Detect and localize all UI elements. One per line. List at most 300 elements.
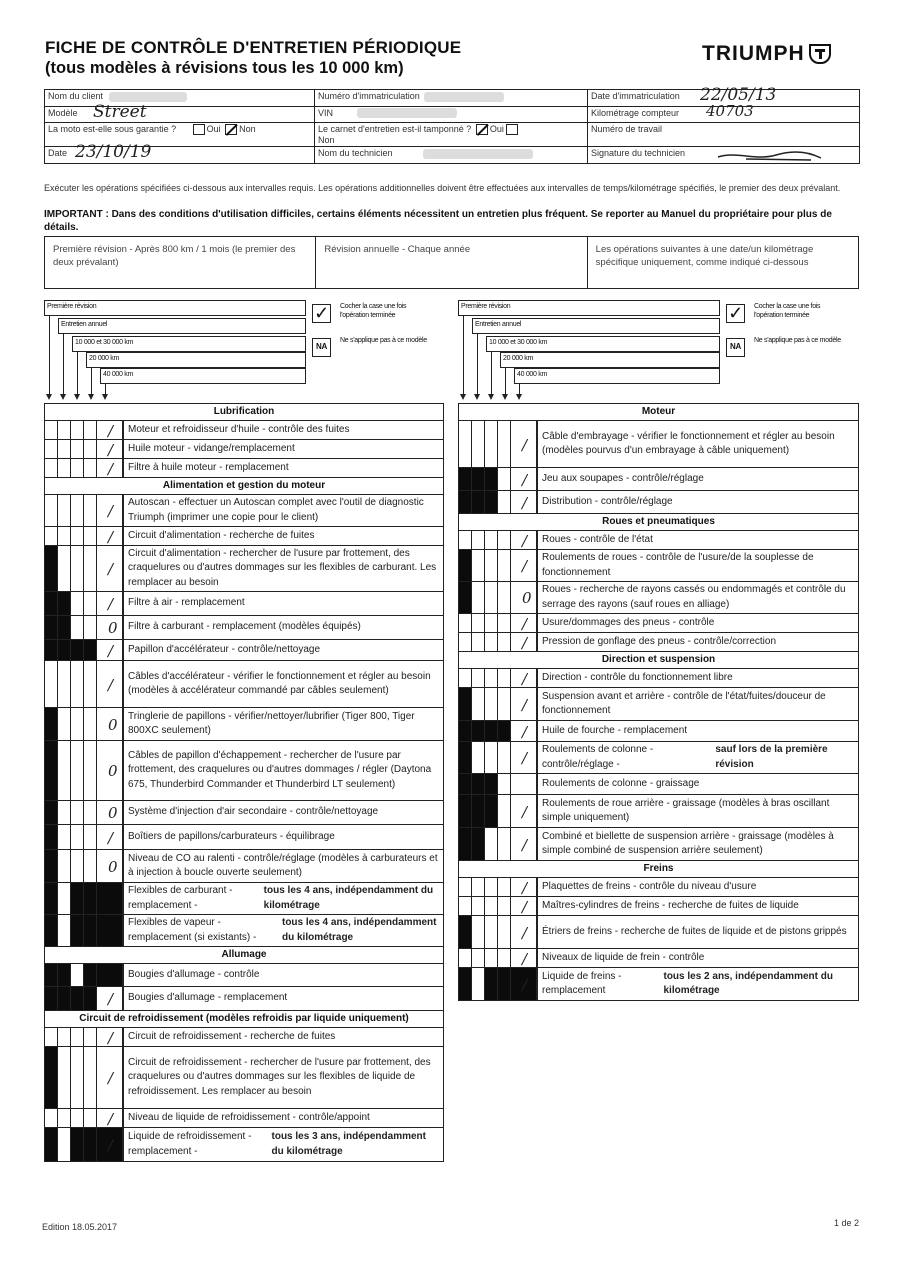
interval-cell (58, 883, 71, 914)
handwritten-mark[interactable]: / (108, 990, 114, 1008)
interval-cell-na (472, 795, 485, 827)
handwritten-mark[interactable]: / (522, 435, 528, 454)
arrow-down-icon (102, 394, 108, 400)
section-header: Freins (458, 860, 859, 877)
interval-cell (472, 688, 485, 720)
interval-cell (498, 828, 511, 860)
handwritten-mark[interactable]: / (522, 975, 528, 994)
interval-cell (84, 801, 97, 824)
handwritten-mark[interactable]: 0 (108, 619, 118, 637)
interval-cell (71, 1028, 84, 1046)
interval-cell-na (459, 916, 472, 948)
legend-line (49, 316, 50, 394)
table-bottom-border (44, 1161, 444, 1162)
task-text: Combiné et biellette de suspension arrière - graissage (modèles à simple combiné de suspension arrière seulement) (542, 830, 834, 856)
interval-cell-na (485, 491, 498, 513)
interval-cell-na (45, 964, 58, 986)
handwritten-mark[interactable]: / (522, 835, 528, 854)
interval-specific: Les opérations suivantes à une date/un kilométrage spécifique uniquement, comme indiqué ci-dessous (595, 244, 814, 268)
task-description (123, 1109, 443, 1127)
checklist-row (44, 420, 444, 439)
checklist-row (458, 490, 859, 513)
task-text: Circuit d'alimentation - rechercher de l'usure par frottement, des craquelures ou d'autres dommages sur les flexibles de carburant. Les remplacer au besoin (128, 547, 437, 588)
interval-cell (71, 495, 84, 526)
interval-cell-na (459, 721, 472, 741)
interval-cell (71, 801, 84, 824)
task-text: Roulements de roues - contrôle de l'usure/de la souplesse de fonctionnement (542, 552, 814, 578)
task-text: Huile moteur - vidange/remplacement (128, 442, 295, 454)
interval-cell-na (45, 850, 58, 882)
interval-cell-na (472, 774, 485, 794)
handwritten-mark[interactable]: / (522, 470, 528, 489)
interval-cell-na (485, 721, 498, 741)
logbook-no-checkbox[interactable] (506, 124, 518, 135)
interval-cell (472, 878, 485, 896)
interval-cell (485, 878, 498, 896)
yes-label: Oui (206, 124, 221, 134)
interval-cells (45, 964, 123, 986)
handwritten-mark[interactable]: / (522, 493, 528, 512)
section-header: Direction et suspension (458, 651, 859, 668)
arrow-down-icon (502, 394, 508, 400)
interval-cell (485, 582, 498, 613)
warranty-yes-checkbox[interactable] (193, 124, 205, 135)
handwritten-mark[interactable]: / (108, 527, 114, 546)
legend-line (477, 334, 478, 394)
handwritten-mark[interactable]: / (108, 421, 114, 440)
interval-cell-na (84, 987, 97, 1010)
legend-interval-1: Première révision (458, 300, 720, 316)
handwritten-mark[interactable]: / (522, 722, 528, 741)
interval-cell-na (84, 1128, 97, 1161)
interval-cell-na (45, 987, 58, 1010)
handwritten-mark[interactable]: / (108, 595, 114, 613)
handwritten-mark[interactable]: / (108, 459, 114, 478)
interval-cell (58, 825, 71, 849)
section-header: Roues et pneumatiques (458, 513, 859, 530)
interval-cell (84, 459, 97, 477)
interval-cell (472, 897, 485, 915)
task-text: Tringlerie de papillons - vérifier/nettoyer/lubrifier (Tiger 800, Tiger 800XC seulement) (128, 710, 415, 736)
handwritten-mark[interactable]: / (522, 749, 528, 767)
task-bold-text: tous les 3 ans, indépendamment du kilométrage (271, 1131, 426, 1157)
interval-cell-na (71, 1128, 84, 1161)
task-text: Circuit d'alimentation - recherche de fuites (128, 529, 315, 541)
interval-cell-na (45, 883, 58, 914)
handwritten-mark[interactable]: / (108, 1136, 114, 1154)
task-description (123, 801, 443, 824)
yes-label: Oui (489, 124, 504, 134)
interval-cell (58, 1028, 71, 1046)
interval-cell-na (58, 592, 71, 615)
interval-cell (58, 527, 71, 545)
check-legend-text: Cocher la case une fois l'opération terminée (340, 303, 407, 319)
interval-cell (485, 614, 498, 632)
vin-label: VIN (318, 107, 334, 118)
task-description (123, 964, 443, 986)
interval-cell-na (45, 915, 58, 946)
model-value: Street (93, 101, 147, 122)
interval-cell-na (84, 964, 97, 986)
handwritten-mark[interactable]: / (522, 897, 528, 916)
interval-cell (459, 878, 472, 896)
checklist-row (458, 967, 859, 1000)
checklist-row (44, 882, 444, 914)
interval-cell-na (459, 795, 472, 827)
logbook-label: Le carnet d'entretien est-il tamponné ? (318, 124, 472, 134)
interval-cell-na (472, 468, 485, 490)
checklist-row (44, 545, 444, 591)
handwritten-mark[interactable]: / (522, 878, 528, 897)
interval-cell (71, 741, 84, 800)
task-description (123, 440, 443, 458)
checklist-row (458, 668, 859, 687)
interval-cell (472, 742, 485, 773)
interval-cell (485, 550, 498, 581)
legend-line (77, 352, 78, 394)
task-bold-text: sauf lors de la première révision (715, 744, 828, 770)
interval-cell (498, 916, 511, 948)
logbook-yes-checkbox[interactable] (476, 124, 488, 135)
task-text: Boîtiers de papillons/carburateurs - équilibrage (128, 830, 335, 842)
interval-cell (45, 1028, 58, 1046)
interval-cell-na (58, 987, 71, 1010)
checklist-row (458, 948, 859, 967)
task-text: Roulements de roue arrière - graissage (modèles à bras oscillant simple uniquement) (542, 797, 830, 823)
task-description (537, 550, 858, 581)
interval-cell (485, 828, 498, 860)
interval-cell (498, 897, 511, 915)
task-description (537, 795, 858, 827)
interval-cell (84, 850, 97, 882)
interval-cell-na (459, 468, 472, 490)
handwritten-mark[interactable]: 0 (522, 589, 532, 607)
task-description (123, 1128, 443, 1161)
interval-cell (58, 1047, 71, 1108)
interval-cell (511, 774, 537, 794)
checklist-row (44, 1046, 444, 1108)
handwritten-mark[interactable]: / (108, 828, 114, 847)
handwritten-mark[interactable]: / (522, 695, 528, 714)
legend-interval-3: 10 000 et 30 000 km (72, 336, 306, 352)
task-bold-text: tous les 4 ans, indépendamment du kilométrage (281, 917, 437, 943)
handwritten-mark[interactable]: / (108, 1109, 114, 1128)
task-description (123, 883, 443, 914)
task-text: Bougies d'allumage - remplacement (128, 992, 288, 1004)
interval-cell-na (459, 491, 472, 513)
task-text: Câbles de papillon d'échappement - rechercher de l'usure par frottement, des craquelures ou d'autres dommages / régler (Daytona 675, Thunderbird Commander et Thunderbird LT seulement) (128, 749, 432, 790)
interval-cell (58, 459, 71, 477)
triumph-logo: TRIUMPH (702, 42, 831, 66)
task-text: Circuit de refroidissement - rechercher de l'usure par frottement, des craquelures ou d'autres dommages sur les flexibles de liquide de refroidissement. Les remplacer au besoin (128, 1056, 431, 1097)
interval-cell (45, 459, 58, 477)
legend-interval-4: 20 000 km (86, 352, 306, 368)
interval-cell (45, 661, 58, 707)
interval-cell (84, 1109, 97, 1127)
handwritten-mark[interactable]: / (522, 531, 528, 550)
interval-cell-na (45, 1047, 58, 1108)
page-number: 1 de 2 (834, 1218, 860, 1228)
legend-interval-5: 40 000 km (514, 368, 720, 384)
task-description (537, 633, 858, 651)
interval-cell (84, 661, 97, 707)
interval-cells (45, 915, 123, 946)
task-text: Filtre à huile moteur - remplacement (128, 461, 289, 473)
interval-cell (71, 459, 84, 477)
interval-cell-na (71, 987, 84, 1010)
task-text: Roues - recherche de rayons cassés ou endommagés et contrôle du serrage des rayons (sauf roues en alliage) (542, 584, 846, 610)
check-mark-icon: ✓ (728, 303, 743, 323)
checklist-row (458, 549, 859, 581)
task-text: Filtre à air - remplacement (128, 597, 245, 609)
checklist-row (458, 773, 859, 794)
interval-cell-na (97, 964, 123, 986)
handwritten-mark[interactable]: / (522, 802, 528, 821)
task-description (123, 459, 443, 477)
handwritten-mark[interactable]: / (108, 1028, 114, 1047)
interval-cell (45, 440, 58, 458)
interval-cell (71, 440, 84, 458)
interval-cell (84, 527, 97, 545)
task-bold-text: tous les 2 ans, indépendamment du kilométrage (663, 970, 833, 996)
interval-cell (58, 495, 71, 526)
interval-cell (498, 614, 511, 632)
task-text: Bougies d'allumage - contrôle (128, 968, 260, 980)
interval-cell (71, 850, 84, 882)
task-description (537, 949, 858, 967)
model-label: Modèle (48, 107, 78, 118)
handwritten-mark[interactable]: / (108, 440, 114, 459)
checklist-row (44, 707, 444, 740)
interval-cell (71, 592, 84, 615)
interval-cell (472, 949, 485, 967)
checklist-row (44, 526, 444, 545)
interval-annual: Révision annuelle - Chaque année (316, 237, 587, 288)
signature-label: Signature du technicien (591, 148, 686, 159)
handwritten-mark[interactable]: / (108, 502, 114, 520)
interval-cell-na (459, 582, 472, 613)
task-description (537, 491, 858, 513)
check-box-example (312, 304, 331, 323)
date-label: Date (48, 148, 68, 159)
interval-cell (58, 661, 71, 707)
interval-cell (84, 421, 97, 439)
checklist-row (458, 687, 859, 720)
interval-cell (498, 531, 511, 549)
task-text: Niveaux de liquide de frein - contrôle (542, 951, 705, 963)
checklist-row (44, 986, 444, 1010)
checklist-row (458, 827, 859, 860)
handwritten-mark[interactable]: / (522, 557, 528, 575)
check-legend-text: Cocher la case une fois l'opération terminée (754, 303, 821, 319)
interval-cell-na (498, 968, 511, 1000)
handwritten-mark[interactable]: 0 (108, 762, 118, 780)
interval-cell-na (472, 721, 485, 741)
interval-cell (485, 897, 498, 915)
interval-cell (45, 1109, 58, 1127)
task-description (537, 688, 858, 720)
task-description (123, 825, 443, 849)
interval-cell (485, 633, 498, 651)
checklist-row (44, 660, 444, 707)
task-text: Roulements de colonne - contrôle/réglage - (542, 744, 654, 770)
task-description (537, 421, 858, 467)
interval-cell (71, 546, 84, 591)
task-text: Moteur et refroidisseur d'huile - contrôle des fuites (128, 423, 350, 435)
legend-line (105, 384, 106, 394)
handwritten-mark[interactable]: / (522, 633, 528, 652)
handwritten-mark[interactable]: / (108, 675, 114, 694)
registration-date-label: Date d'immatriculation (591, 91, 680, 101)
checklist-row (458, 420, 859, 467)
interval-cell-na (45, 616, 58, 639)
task-description (123, 708, 443, 740)
arrow-down-icon (474, 394, 480, 400)
task-text: Usure/dommages des pneus - contrôle (542, 616, 715, 628)
interval-cell-na (45, 801, 58, 824)
task-text: Niveau de CO au ralenti - contrôle/réglage (modèles à carburateurs et à injection à boucle ouverte seulement) (128, 852, 438, 878)
form-subtitle: (tous modèles à révisions tous les 10 000 km) (45, 59, 404, 77)
interval-cell (472, 633, 485, 651)
na-box-example: NA (726, 338, 745, 357)
interval-cell-na (459, 688, 472, 720)
task-text: Flexibles de carburant - remplacement - (128, 885, 233, 911)
triumph-shield-icon (809, 44, 831, 64)
interval-cell (485, 949, 498, 967)
checklist-row (44, 1127, 444, 1161)
interval-cell (58, 421, 71, 439)
interval-cell (498, 688, 511, 720)
task-description (537, 531, 858, 549)
handwritten-mark[interactable]: / (108, 560, 114, 578)
task-description (123, 616, 443, 639)
legend-line (519, 384, 520, 394)
handwritten-mark[interactable]: / (522, 923, 528, 942)
interval-cell (498, 582, 511, 613)
interval-cell-na (84, 640, 97, 660)
legend-interval-5: 40 000 km (100, 368, 306, 384)
interval-cell-na (485, 795, 498, 827)
interval-cell-na (498, 721, 511, 741)
na-legend-text: Ne s'applique pas à ce modèle (754, 337, 841, 344)
warranty-no-checkbox[interactable] (225, 124, 237, 135)
checklist-row (458, 915, 859, 948)
na-box-example: NA (312, 338, 331, 357)
interval-cell-na (58, 616, 71, 639)
interval-cell (58, 1109, 71, 1127)
interval-cell-na (45, 825, 58, 849)
task-description (123, 1047, 443, 1108)
task-description (123, 741, 443, 800)
task-text: Étriers de freins - recherche de fuites de liquide et de pistons grippés (542, 925, 847, 937)
odometer-value: 40703 (706, 101, 754, 120)
handwritten-mark[interactable]: / (522, 949, 528, 968)
registration-date-value: 22/05/13 (700, 85, 777, 105)
task-description (537, 721, 858, 741)
interval-cell (472, 582, 485, 613)
interval-cell-na (472, 491, 485, 513)
legend-line (505, 368, 506, 394)
checklist-row (458, 720, 859, 741)
checklist-row (44, 1108, 444, 1127)
legend-line (463, 316, 464, 394)
task-description (537, 968, 858, 1000)
form-title: FICHE DE CONTRÔLE D'ENTRETIEN PÉRIODIQUE (45, 38, 462, 57)
section-header: Allumage (44, 946, 444, 963)
handwritten-mark[interactable]: 0 (108, 715, 118, 734)
handwritten-mark[interactable]: / (108, 1069, 114, 1087)
interval-cell (58, 708, 71, 740)
handwritten-mark[interactable]: / (522, 614, 528, 633)
checklist-row (458, 896, 859, 915)
interval-cell-na (459, 774, 472, 794)
interval-cell (459, 897, 472, 915)
interval-cell-na (58, 640, 71, 660)
interval-cell (58, 801, 71, 824)
interval-cell-na (472, 828, 485, 860)
handwritten-mark[interactable]: / (522, 669, 528, 688)
handwritten-mark[interactable]: 0 (108, 857, 118, 876)
checklist-row (44, 494, 444, 526)
task-text: Autoscan - effectuer un Autoscan complet avec l'outil de diagnostic Triumph (imprimer une copie pour le client) (128, 497, 424, 523)
checklist-row (458, 530, 859, 549)
handwritten-mark[interactable]: / (108, 641, 114, 660)
instructions: Exécuter les opérations spécifiées ci-dessous aux intervalles requis. Les opérations additionnelles doivent être effectuées aux intervalles de temps/kilométrage spécifiés, le premier des deux prévalant. (44, 183, 841, 193)
task-description (537, 828, 858, 860)
handwritten-mark[interactable]: 0 (108, 804, 118, 822)
legend-interval-3: 10 000 et 30 000 km (486, 336, 720, 352)
interval-cell (84, 592, 97, 615)
interval-cell (84, 495, 97, 526)
technician-label: Nom du technicien (318, 148, 393, 159)
checklist-row (44, 914, 444, 946)
legend-interval-2: Entretien annuel (58, 318, 306, 334)
legend-right (458, 300, 858, 400)
interval-cell (485, 421, 498, 467)
checklist-row (458, 794, 859, 827)
task-text: Filtre à carburant - remplacement (modèles équipés) (128, 621, 361, 633)
interval-cell (498, 633, 511, 651)
interval-cell-na (45, 640, 58, 660)
interval-cell (71, 616, 84, 639)
checklist-row (458, 613, 859, 632)
check-box-example (726, 304, 745, 323)
checklist-row (44, 740, 444, 800)
checklist-row (44, 824, 444, 849)
na-legend-text: Ne s'applique pas à ce modèle (340, 337, 427, 344)
important-note: IMPORTANT : Dans des conditions d'utilisation difficiles, certains éléments nécessitent un entretien plus fréquent. Se reporter au Manuel du propriétaire pour plus de détails. (44, 209, 832, 233)
interval-cell (71, 421, 84, 439)
interval-cell (71, 1109, 84, 1127)
interval-cell-na (45, 592, 58, 615)
interval-cell (71, 527, 84, 545)
interval-cell (58, 915, 71, 946)
interval-cell-na (71, 883, 84, 914)
date-value: 23/10/19 (75, 142, 152, 163)
task-text: Câbles d'accélérateur - vérifier le fonctionnement et régler au besoin (modèles à accélérateur commandé par câbles seulement) (128, 670, 431, 696)
checklist-row (44, 615, 444, 639)
task-text: Huile de fourche - remplacement (542, 724, 688, 736)
warranty-label: La moto est-elle sous garantie ? (48, 124, 177, 134)
task-description (537, 774, 858, 794)
interval-cell-na (45, 546, 58, 591)
arrow-down-icon (516, 394, 522, 400)
interval-cell (459, 531, 472, 549)
checklist-row (458, 632, 859, 651)
interval-cell (472, 531, 485, 549)
interval-cell (45, 527, 58, 545)
interval-cell (84, 1028, 97, 1046)
